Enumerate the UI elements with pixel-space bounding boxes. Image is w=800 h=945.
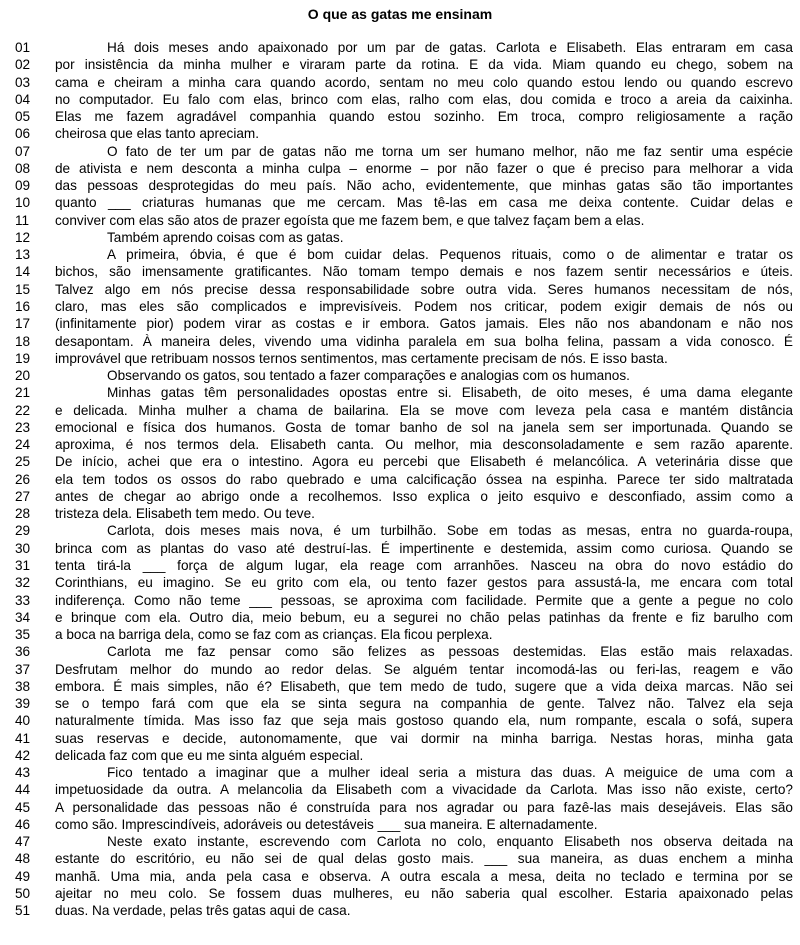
line-text: impetuosidade da outra. A melancolia da Elisabeth com a vivacidade da Carlota. Mas isso não existe, certo? [55,782,793,798]
line-text: de ativista e nem desconta a minha culpa – enorme – por não fazer o que é preciso para melhorar a vida [55,160,793,176]
text-line [0,781,800,798]
text-line [0,592,800,609]
text-line [0,384,800,401]
line-number: 38 [15,678,31,694]
line-text: Há dois meses ando apaixonado por um par de gatas. Carlota e Elisabeth. Elas entraram em casa [107,40,793,55]
line-number: 36 [15,644,31,660]
line-text: das pessoas desprotegidas do meu país. Não acho, evidentemente, que minhas gatas são tão importantes [55,178,793,194]
text-body [0,39,800,920]
line-number: 20 [15,368,31,384]
text-line [0,350,800,367]
line-number: 13 [15,247,31,263]
line-number: 50 [15,886,31,902]
line-number: 27 [15,488,31,504]
line-text: estante do escritório, eu não sei de qual delas gosto mais. ___ sua maneira, as duas enchem a minha [55,851,793,867]
text-line [0,730,800,747]
text-line [0,91,800,108]
document-title: O que as gatas me ensinam [307,6,493,22]
line-text: antes de chegar ao abrigo onde a recolhemos. Isso explica o jeito esquivo e desconfiado, assim como a [55,488,793,504]
line-text: De início, achei que era o intestino. Agora eu percebi que Elisabeth é melancólica. A veterinária disse que [55,454,793,470]
line-number: 31 [15,557,31,573]
text-line [0,315,800,332]
line-number: 06 [15,126,31,142]
text-line [0,246,800,263]
line-text: aproxima, é nos termos dela. Elisabeth canta. Ou melhor, mia desconsoladamente e sem razão aparente. [55,437,793,453]
line-number: 09 [15,178,31,194]
line-text: ela tem todos os ossos do rabo quebrado e uma calcificação óssea na espinha. Parece ter sido maltratada [55,471,793,487]
text-line [0,436,800,453]
text-line [0,799,800,816]
line-text: no computador. Eu falo com elas, brinco com elas, ralho com elas, dou comida e troco a areia da caixinha. [55,91,793,107]
line-number: 21 [15,385,31,401]
text-line [0,419,800,436]
line-text: claro, mas eles são complicados e imprevisíveis. Podem nos criticar, podem exigir demais de nós ou [55,298,793,314]
line-number: 49 [15,868,31,884]
line-text: Carlota, dois meses mais nova, é um turbilhão. Sobe em todas as mesas, entra no guarda-roupa, [107,523,793,539]
text-line [0,747,800,764]
line-number: 11 [15,212,30,228]
text-line [0,453,800,470]
text-line [0,74,800,91]
line-text: naturalmente tímida. Mas isso faz que seja mais gostoso quando ela, num rompante, escala o sofá, supera [55,713,793,729]
text-line [0,281,800,298]
line-text: duas. Na verdade, pelas três gatas aqui de casa. [55,903,351,919]
line-number: 03 [15,74,31,90]
line-number: 14 [15,264,31,280]
text-line [0,160,800,177]
line-text: Também aprendo coisas com as gatas. [107,229,344,245]
text-line [0,505,800,522]
text-line [0,488,800,505]
line-text: se o tempo fará com que ela se sinta segura na companhia de gente. Talvez não. Talvez ela seja [55,696,793,712]
line-text: manhã. Uma mia, anda pela casa e observa. A outra escala a mesa, deita no teclado e termina por se [55,868,793,884]
text-line [0,695,800,712]
text-line [0,557,800,574]
line-number: 19 [15,350,31,366]
text-line [0,212,800,229]
line-number: 33 [15,592,31,608]
text-line [0,626,800,643]
line-number: 28 [15,506,31,522]
line-number: 05 [15,109,31,125]
text-line [0,678,800,695]
text-line [0,108,800,125]
text-line [0,194,800,211]
line-text: embora. É mais simples, não é? Elisabeth, que tem medo de tudo, sugere que a vida deixa marcas. Não sei [55,678,793,694]
text-line [0,177,800,194]
line-text: Talvez algo em nós precise dessa responsabilidade sobre outra vida. Seres humanos necessitam de nós, [55,281,793,297]
text-line [0,816,800,833]
line-text: a boca na barriga dela, como se faz com as crianças. Ela ficou perplexa. [55,627,493,643]
line-text: A primeira, óbvia, é que é bom cuidar delas. Pequenos rituais, como o de alimentar e tratar os [107,247,793,263]
text-line [0,56,800,73]
line-number: 39 [15,696,31,712]
text-line [0,367,800,384]
text-line [0,39,800,56]
text-line [0,298,800,315]
line-text: improvável que retribuam nossos ternos sentimentos, mas certamente precisam de nós. E isso basta. [55,350,668,366]
text-line [0,902,800,919]
text-line [0,643,800,660]
line-text: tenta tirá-la ___ força de algum lugar, ela reage com arranhões. Nasceu na obra do novo estádio do [55,557,793,573]
text-line [0,712,800,729]
line-number: 23 [15,419,31,435]
text-line [0,540,800,557]
line-text: (infinitamente pior) podem virar as costas e ir embora. Gatos jamais. Eles não nos abandonam e não nos [55,316,793,332]
line-number: 41 [15,730,31,746]
line-text: brinca com as plantas do vaso até destruí-las. É impertinente e destemida, assim como curiosa. Quando se [55,540,793,556]
line-number: 30 [15,540,31,556]
line-number: 44 [15,782,31,798]
line-number: 07 [15,143,31,159]
text-line [0,402,800,419]
line-number: 26 [15,471,31,487]
line-number: 10 [15,195,31,211]
line-text: suas reservas e decide, autonomamente, que vai dormir na minha barriga. Nestas horas, minha gata [55,730,793,746]
line-text: desapontam. À maneira deles, vivendo uma vidinha paralela em sua bolha felina, passam a vida conosco. É [55,333,793,349]
text-line [0,833,800,850]
line-number: 32 [15,575,31,591]
text-line [0,229,800,246]
line-text: por insistência da minha mulher e viraram parte da rotina. E da vida. Miam quando eu chego, sobem na [55,57,793,73]
line-number: 37 [15,661,31,677]
line-text: Elas me fazem agradável companhia quando estou sozinho. Em troca, compro religiosamente a ração [55,109,793,125]
line-number: 25 [15,454,31,470]
line-number: 02 [15,57,31,73]
line-text: Neste exato instante, escrevendo com Carlota no colo, enquanto Elisabeth nos observa deitada na [107,834,793,850]
line-number: 48 [15,851,31,867]
line-text: Minhas gatas têm personalidades opostas entre si. Elisabeth, de oito meses, é uma dama elegante [107,385,793,401]
text-line [0,850,800,867]
text-line [0,764,800,781]
text-line [0,333,800,350]
line-text: A personalidade das pessoas não é construída para nos agradar ou para fazê-las mais desejáveis. Elas são [55,799,793,815]
line-number: 29 [15,523,31,539]
line-number: 42 [15,747,31,763]
line-number: 15 [15,281,31,297]
text-line [0,868,800,885]
text-line [0,263,800,280]
line-text: Observando os gatos, sou tentado a fazer comparações e analogias com os humanos. [107,368,630,384]
line-text: indiferença. Como não teme ___ pessoas, se aproxima com facilidade. Permite que a gente a pegue no colo [55,592,793,608]
line-text: como são. Imprescindíveis, adoráveis ou detestáveis ___ sua maneira. E alternadamente. [55,816,598,832]
line-text: Fico tentado a imaginar que a mulher ideal seria a mistura das duas. A meiguice de uma com a [107,765,793,781]
text-line [0,885,800,902]
text-line [0,125,800,142]
line-number: 47 [15,834,31,850]
line-text: Desfrutam melhor do mundo ao redor delas. Se alguém tentar incomodá-las ou feri-las, reagem e vão [55,661,793,677]
line-number: 01 [15,40,31,55]
line-number: 12 [15,229,31,245]
line-number: 45 [15,799,31,815]
text-line [0,661,800,678]
line-number: 04 [15,91,31,107]
line-number: 08 [15,160,31,176]
text-line [0,143,800,160]
line-number: 16 [15,298,31,314]
line-text: tristeza dela. Elisabeth tem medo. Ou teve. [55,506,315,522]
text-line [0,574,800,591]
line-text: e brinque com ela. Outro dia, meio bebum, eu a segurei no chão pelas patinhas da frente e fiz barulho com [55,609,793,625]
text-line [0,522,800,539]
line-text: cama e cheiram a minha cara quando acordo, sentam no meu colo quando estou lendo ou quando escrevo [55,74,793,90]
line-text: conviver com elas são atos de prazer egoísta que me fazem bem, e que talvez façam bem a elas. [55,212,645,228]
line-number: 40 [15,713,31,729]
line-text: e delicada. Minha mulher a chama de bailarina. Ela se move com leveza pela casa e mantém distância [55,402,793,418]
line-number: 17 [15,316,31,332]
text-line [0,471,800,488]
line-text: bichos, são imensamente gratificantes. Não tomam tempo demais e nos fazem sentir necessários e úteis. [55,264,793,280]
line-text: delicada faz com que eu me sinta alguém especial. [55,747,364,763]
line-text: quanto ___ criaturas humanas que me cercam. Mas tê-las em casa me deixa contente. Cuidar delas e [55,195,793,211]
line-text: emocional e física dos humanos. Gosta de tomar banho de sol na janela sem ser importunada. Quando se [55,419,793,435]
line-number: 24 [15,437,31,453]
line-number: 51 [15,903,31,919]
line-text: Carlota me faz pensar como são felizes as pessoas destemidas. Elas estão mais relaxadas. [107,644,793,660]
line-number: 18 [15,333,31,349]
line-text: O fato de ter um par de gatas não me torna um ser humano melhor, não me faz sentir uma espécie [107,143,793,159]
line-number: 46 [15,816,31,832]
line-number: 22 [15,402,31,418]
line-text: cheirosa que elas tanto apreciam. [55,126,260,142]
line-text: ajeitar no meu colo. Se fossem duas mulheres, eu não saberia qual escolher. Estaria apaixonado pelas [55,886,793,902]
line-number: 43 [15,765,31,781]
line-number: 34 [15,609,31,625]
line-text: Corinthians, eu imagino. Se eu grito com ela, ou tento fazer gestos para assustá-la, me encara com total [55,575,793,591]
line-number: 35 [15,627,31,643]
text-line [0,609,800,626]
